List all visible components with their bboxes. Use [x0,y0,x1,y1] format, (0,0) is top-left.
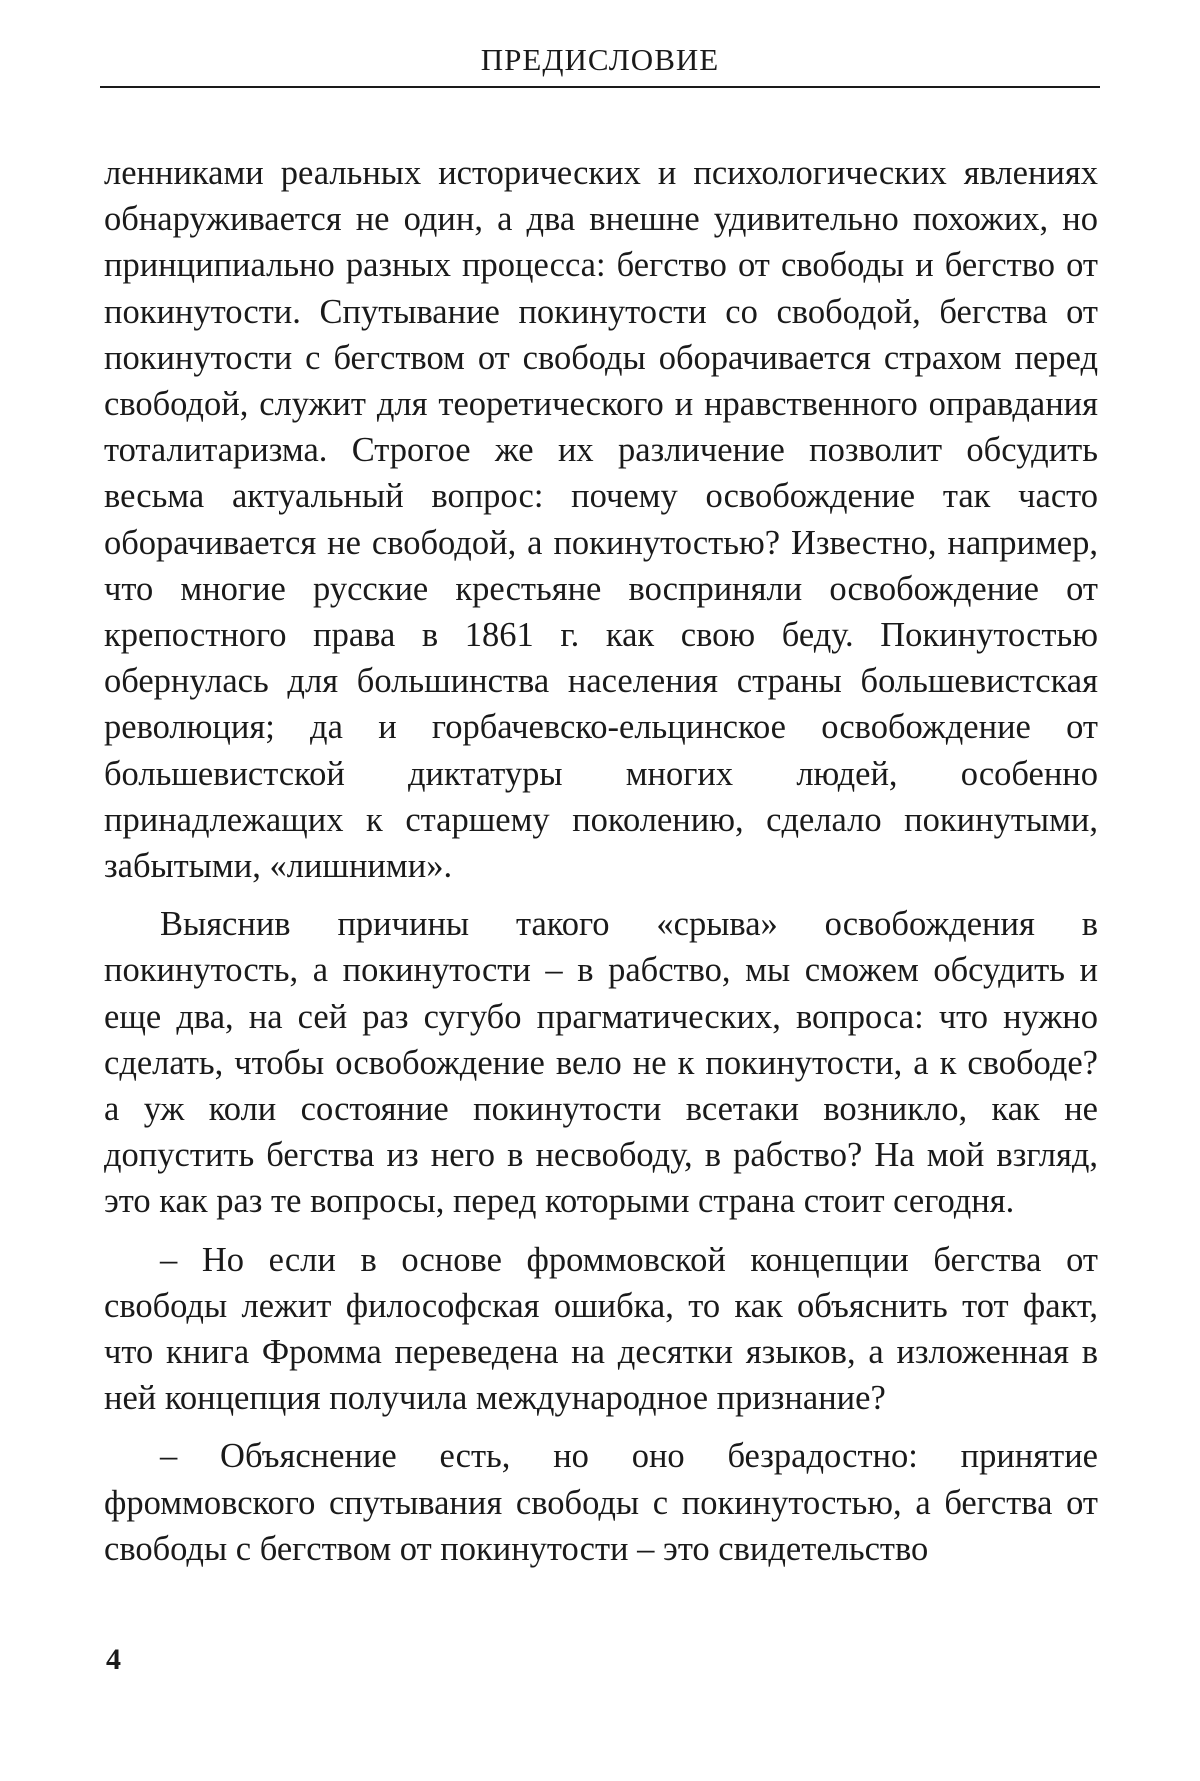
dialogue-question: – Но если в основе фроммовской концепции бегства от свободы лежит философская ошибка, то как объяснить тот факт, что книга Фромма переведена на десятки языков, а изложенная в ней концепция получила международное признание? [104,1240,1098,1418]
dialogue-answer: – Объяснение есть, но оно безрадостно: принятие фроммовского спутывания свободы с покинутостью, а бегства от свободы с бегством от покинутости – это свидетельство [104,1437,1098,1568]
header-rule [100,86,1100,88]
running-title: ПРЕДИСЛОВИЕ [480,42,720,77]
paragraph: Выяснив причины такого «срыва» освобождения в покинутость, а покинутости – в рабство, мы сможем обсудить и еще два, на сей раз сугубо прагматических, вопроса: что нужно сделать, чтобы освобождение вело не к покинутости, а к свободе? а уж коли состояние покинутости всетаки возникло, как не допустить бегства из него в несвободу, в рабство? На мой взгляд, это как раз те вопросы, перед которыми страна стоит сегодня. [104,905,1098,1221]
body-text [104,150,1098,1584]
page-number: 4 [106,1643,121,1676]
paragraph-continued: ленниками реальных исторических и психологических явлениях обнаруживается не один, а два внешне удивительно похожих, но принципиально разных процесса: бегство от свободы и бегство от покинутости. Спутывание покинутости со свободой, бегства от покинутости с бегством от свободы оборачивается страхом перед свободой, служит для теоретического и нравственного оправдания тоталитаризма. Строгое же их различение позволит обсудить весьма актуальный вопрос: почему освобождение так часто оборачивается не свободой, а покинутостью? Известно, например, что многие русские крестьяне восприняли освобождение от крепостного права в 1861 г. как свою беду. Покинутостью обернулась для большинства населения страны большевистская революция; да и горбачевско-ельцинское освобождение от большевистской диктатуры многих людей, особенно принадлежащих к старшему поколению, сделало покинутыми, забытыми, «лишними». [104,154,1098,886]
